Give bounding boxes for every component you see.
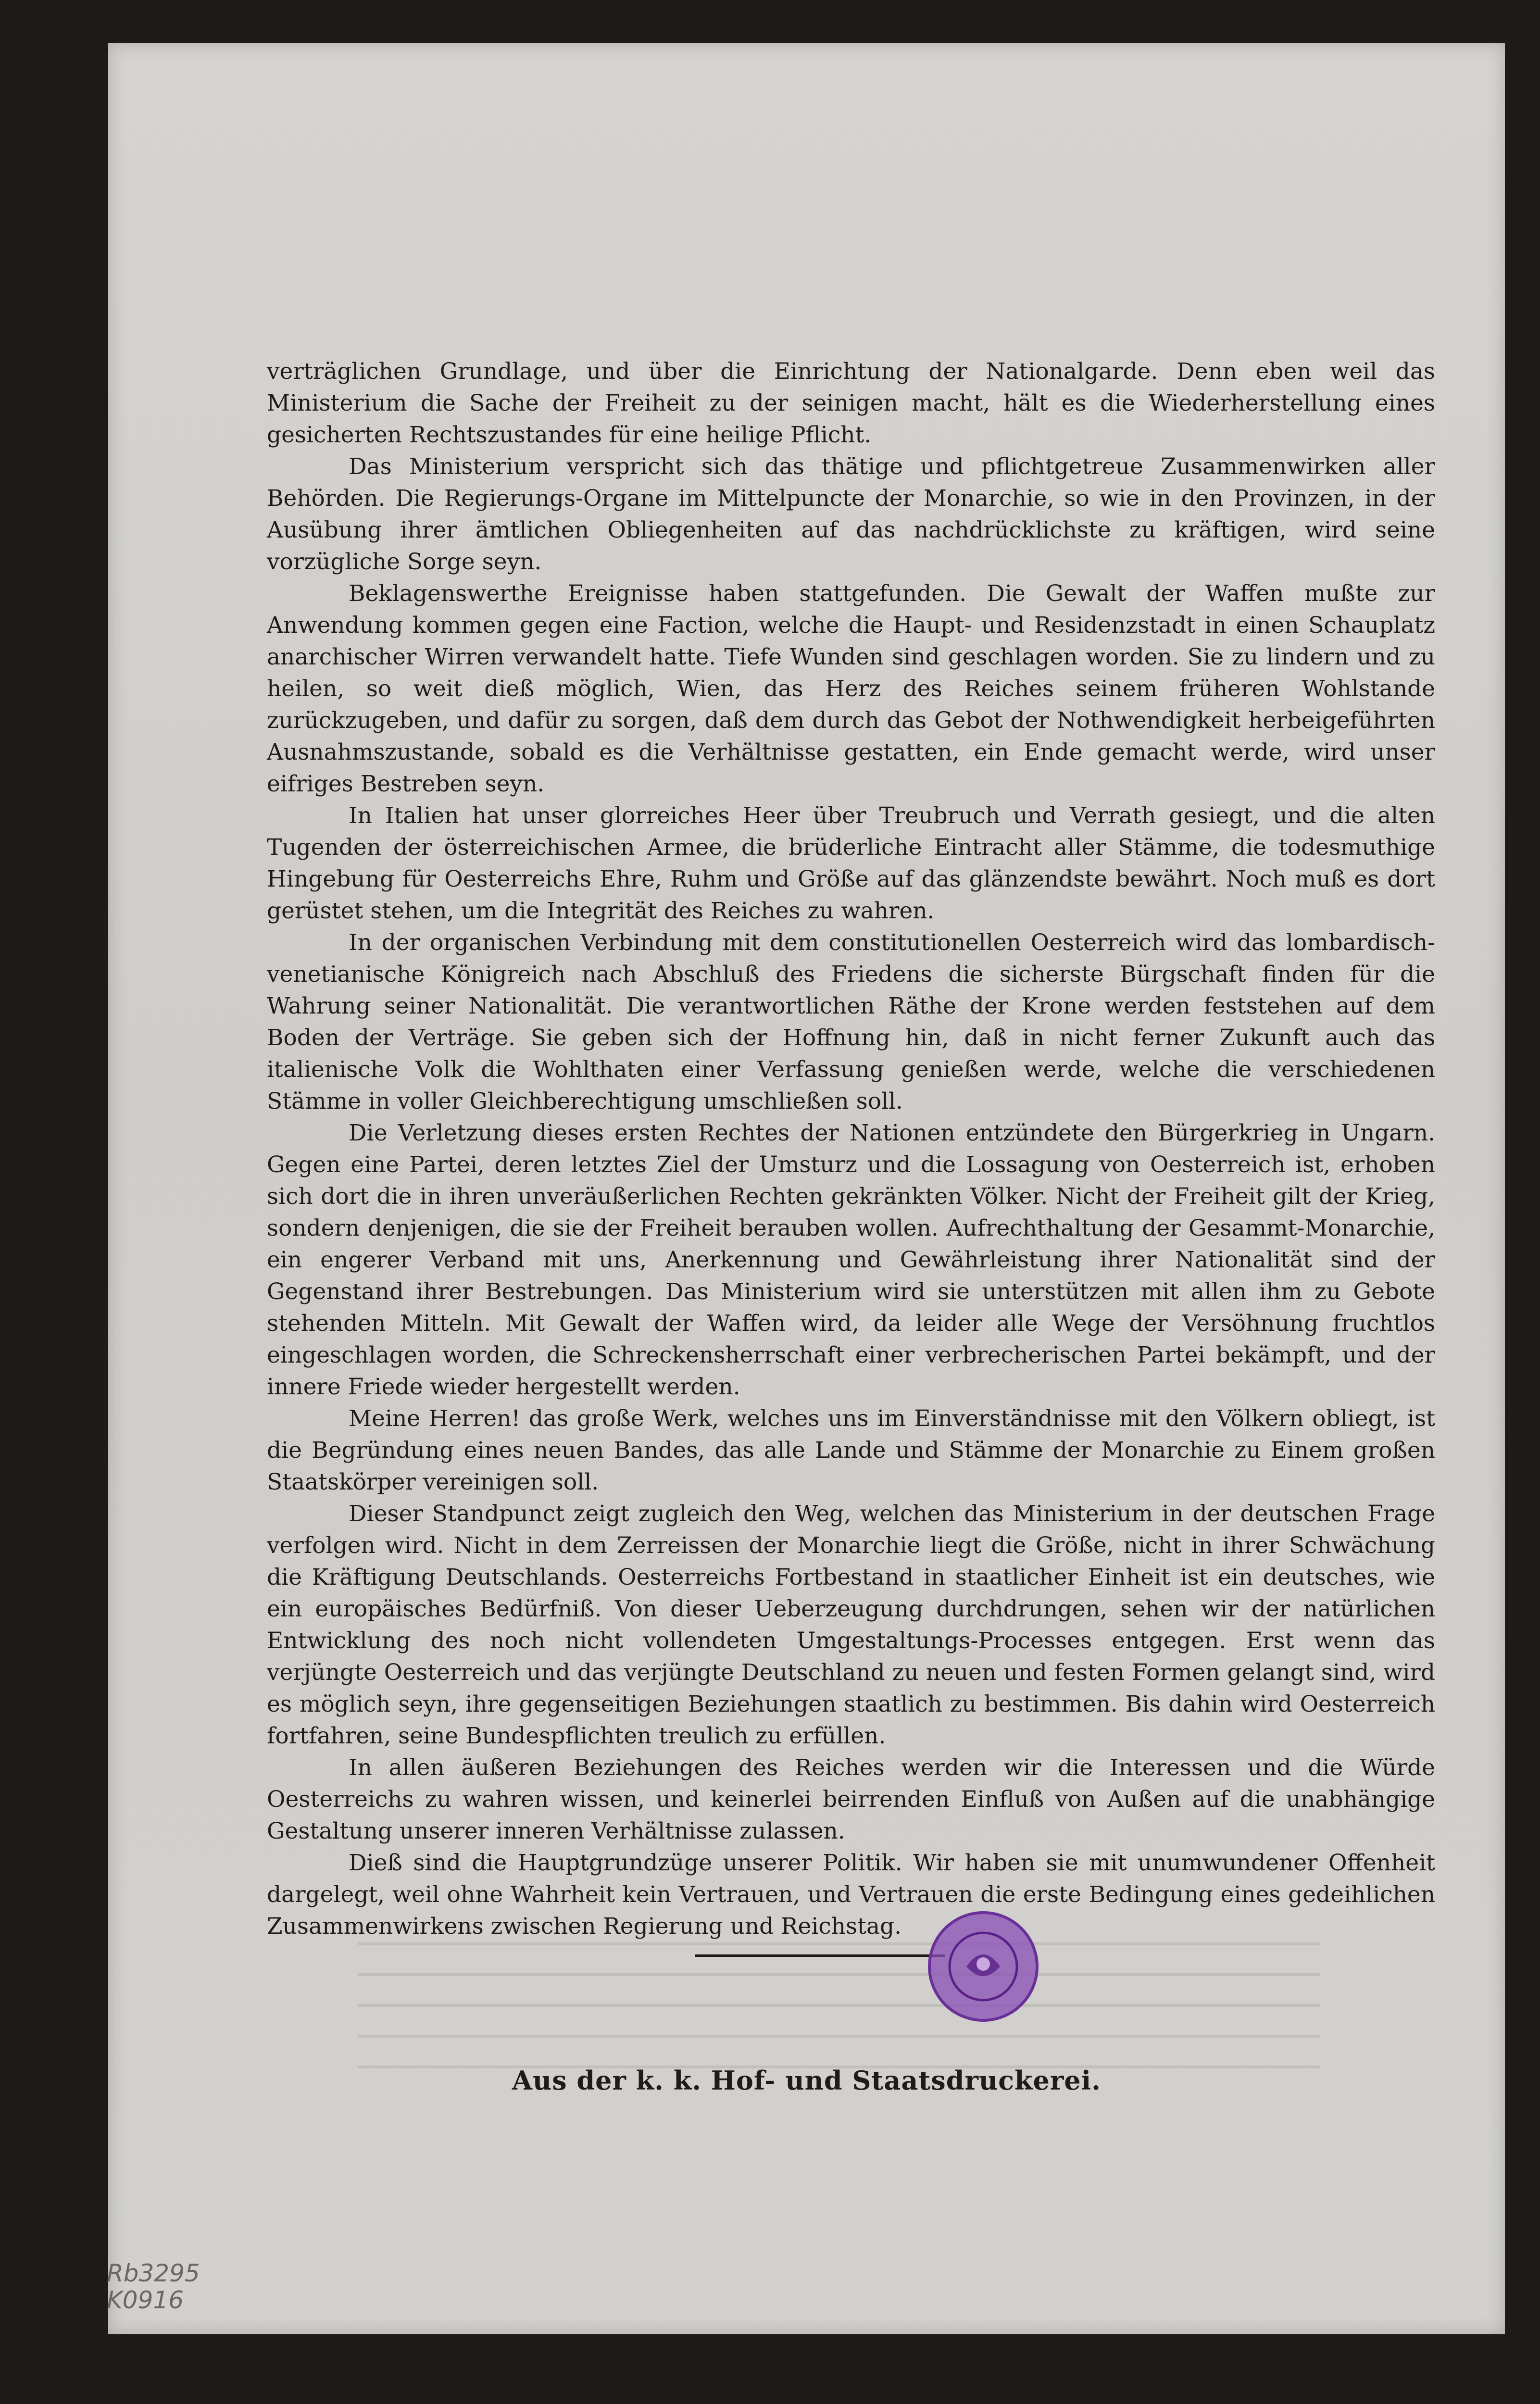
shelfmark-line-1: Rb3295 <box>107 2259 200 2287</box>
body-text <box>267 356 1435 1942</box>
library-stamp-icon <box>926 1909 1041 2024</box>
paragraph-1: verträglichen Grundlage, und über die Einrichtung der Nationalgarde. Denn eben weil das Ministerium die Sache der Freiheit zu der seinigen macht, hält es die Wiederherstellung eines gesicherten Rechtszustandes für eine heilige Pflicht. <box>267 358 1435 448</box>
imprint-line: Aus der k. k. Hof- und Staatsdruckerei. <box>512 2065 1101 2096</box>
paragraph-8: Dieser Standpunct zeigt zugleich den Weg, welchen das Ministerium in der deutschen Frage verfolgen wird. Nicht in dem Zerreissen der Monarchie liegt die Größe, nicht in ihrer Schwächung die Kräftigung Deutschlands. Oesterreichs Fortbestand in staatlicher Einheit ist ein deutsches, wie ein europäisches Bedürfniß. Von dieser Ueberzeugung durchdrungen, sehen wir der natürlichen Entwicklung des noch nicht vollendeten Umgestaltungs-Processes entgegen. Erst wenn das verjüngte Oesterreich und das verjüngte Deutschland zu neuen und festen Formen gelangt sind, wird es möglich seyn, ihre gegenseitigen Beziehungen staatlich zu bestimmen. Bis dahin wird Oesterreich fortfahren, seine Bundespflichten treulich zu erfüllen. <box>267 1501 1435 1749</box>
shelfmark <box>107 2260 200 2314</box>
paragraph-4: In Italien hat unser glorreiches Heer über Treubruch und Verrath gesiegt, und die alten Tugenden der österreichischen Armee, die brüderliche Eintracht aller Stämme, die todesmuthige Hingebung für Oesterreichs Ehre, Ruhm und Größe auf das glänzendste bewährt. Noch muß es dort gerüstet stehen, um die Integrität des Reiches zu wahren. <box>267 802 1435 924</box>
document-page <box>108 43 1505 2334</box>
divider-rule <box>695 1954 945 1957</box>
paragraph-6: Die Verletzung dieses ersten Rechtes der Nationen entzündete den Bürgerkrieg in Ungarn. Gegen eine Partei, deren letztes Ziel der Umsturz und die Lossagung von Oesterreich ist, erhoben sich dort die in ihren unveräußerlichen Rechten gekränkten Völker. Nicht der Freiheit gilt der Krieg, sondern denjenigen, die sie der Freiheit berauben wollen. Aufrechthaltung der Gesammt-Monarchie, ein engerer Verband mit uns, Anerkennung und Gewährleistung ihrer Nationalität sind der Gegenstand ihrer Bestrebungen. Das Ministerium wird sie unterstützen mit allen ihm zu Gebote stehenden Mitteln. Mit Gewalt der Waffen wird, da leider alle Wege der Versöhnung fruchtlos eingeschlagen worden, die Schreckensherrschaft einer verbrecherischen Partei bekämpft, und der innere Friede wieder hergestellt werden. <box>267 1120 1435 1400</box>
paragraph-7: Meine Herren! das große Werk, welches uns im Einverständnisse mit den Völkern obliegt, ist die Begründung eines neuen Bandes, das alle Lande und Stämme der Monarchie zu Einem großen Staatskörper vereinigen soll. <box>267 1405 1435 1495</box>
paragraph-10: Dieß sind die Hauptgrundzüge unserer Politik. Wir haben sie mit unumwundener Offenheit dargelegt, weil ohne Wahrheit kein Vertrauen, und Vertrauen die erste Bedingung eines gedeihlichen Zusammenwirkens zwischen Regierung und Reichstag. <box>267 1850 1435 1940</box>
shelfmark-line-2: K0916 <box>107 2286 184 2314</box>
paragraph-2: Das Ministerium verspricht sich das thätige und pflichtgetreue Zusammenwirken aller Behörden. Die Regierungs-Organe im Mittelpuncte der Monarchie, so wie in den Provinzen, in der Ausübung ihrer ämtlichen Obliegenheiten auf das nachdrücklichste zu kräftigen, wird seine vorzügliche Sorge seyn. <box>267 453 1435 575</box>
paragraph-3: Beklagenswerthe Ereignisse haben stattgefunden. Die Gewalt der Waffen mußte zur Anwendung kommen gegen eine Faction, welche die Haupt- und Residenzstadt in einen Schauplatz anarchischer Wirren verwandelt hatte. Tiefe Wunden sind geschlagen worden. Sie zu lindern und zu heilen, so weit dieß möglich, Wien, das Herz des Reiches seinem früheren Wohlstande zurückzugeben, und dafür zu sorgen, daß dem durch das Gebot der Nothwendigkeit herbeigeführten Ausnahmszustande, sobald es die Verhältnisse gestatten, ein Ende gemacht werde, wird unser eifriges Bestreben seyn. <box>267 580 1435 797</box>
paragraph-5: In der organischen Verbindung mit dem constitutionellen Oesterreich wird das lombardisch-venetianische Königreich nach Abschluß des Friedens die sicherste Bürgschaft finden für die Wahrung seiner Nationalität. Die verantwortlichen Räthe der Krone werden feststehen auf dem Boden der Verträge. Sie geben sich der Hoffnung hin, daß in nicht ferner Zukunft auch das italienische Volk die Wohlthaten einer Verfassung genießen werde, welche die verschiedenen Stämme in voller Gleichberechtigung umschließen soll. <box>267 929 1435 1114</box>
paragraph-9: In allen äußeren Beziehungen des Reiches werden wir die Interessen und die Würde Oesterreichs zu wahren wissen, und keinerlei beirrenden Einfluß von Außen auf die unabhängige Gestaltung unserer inneren Verhältnisse zulassen. <box>267 1754 1435 1844</box>
